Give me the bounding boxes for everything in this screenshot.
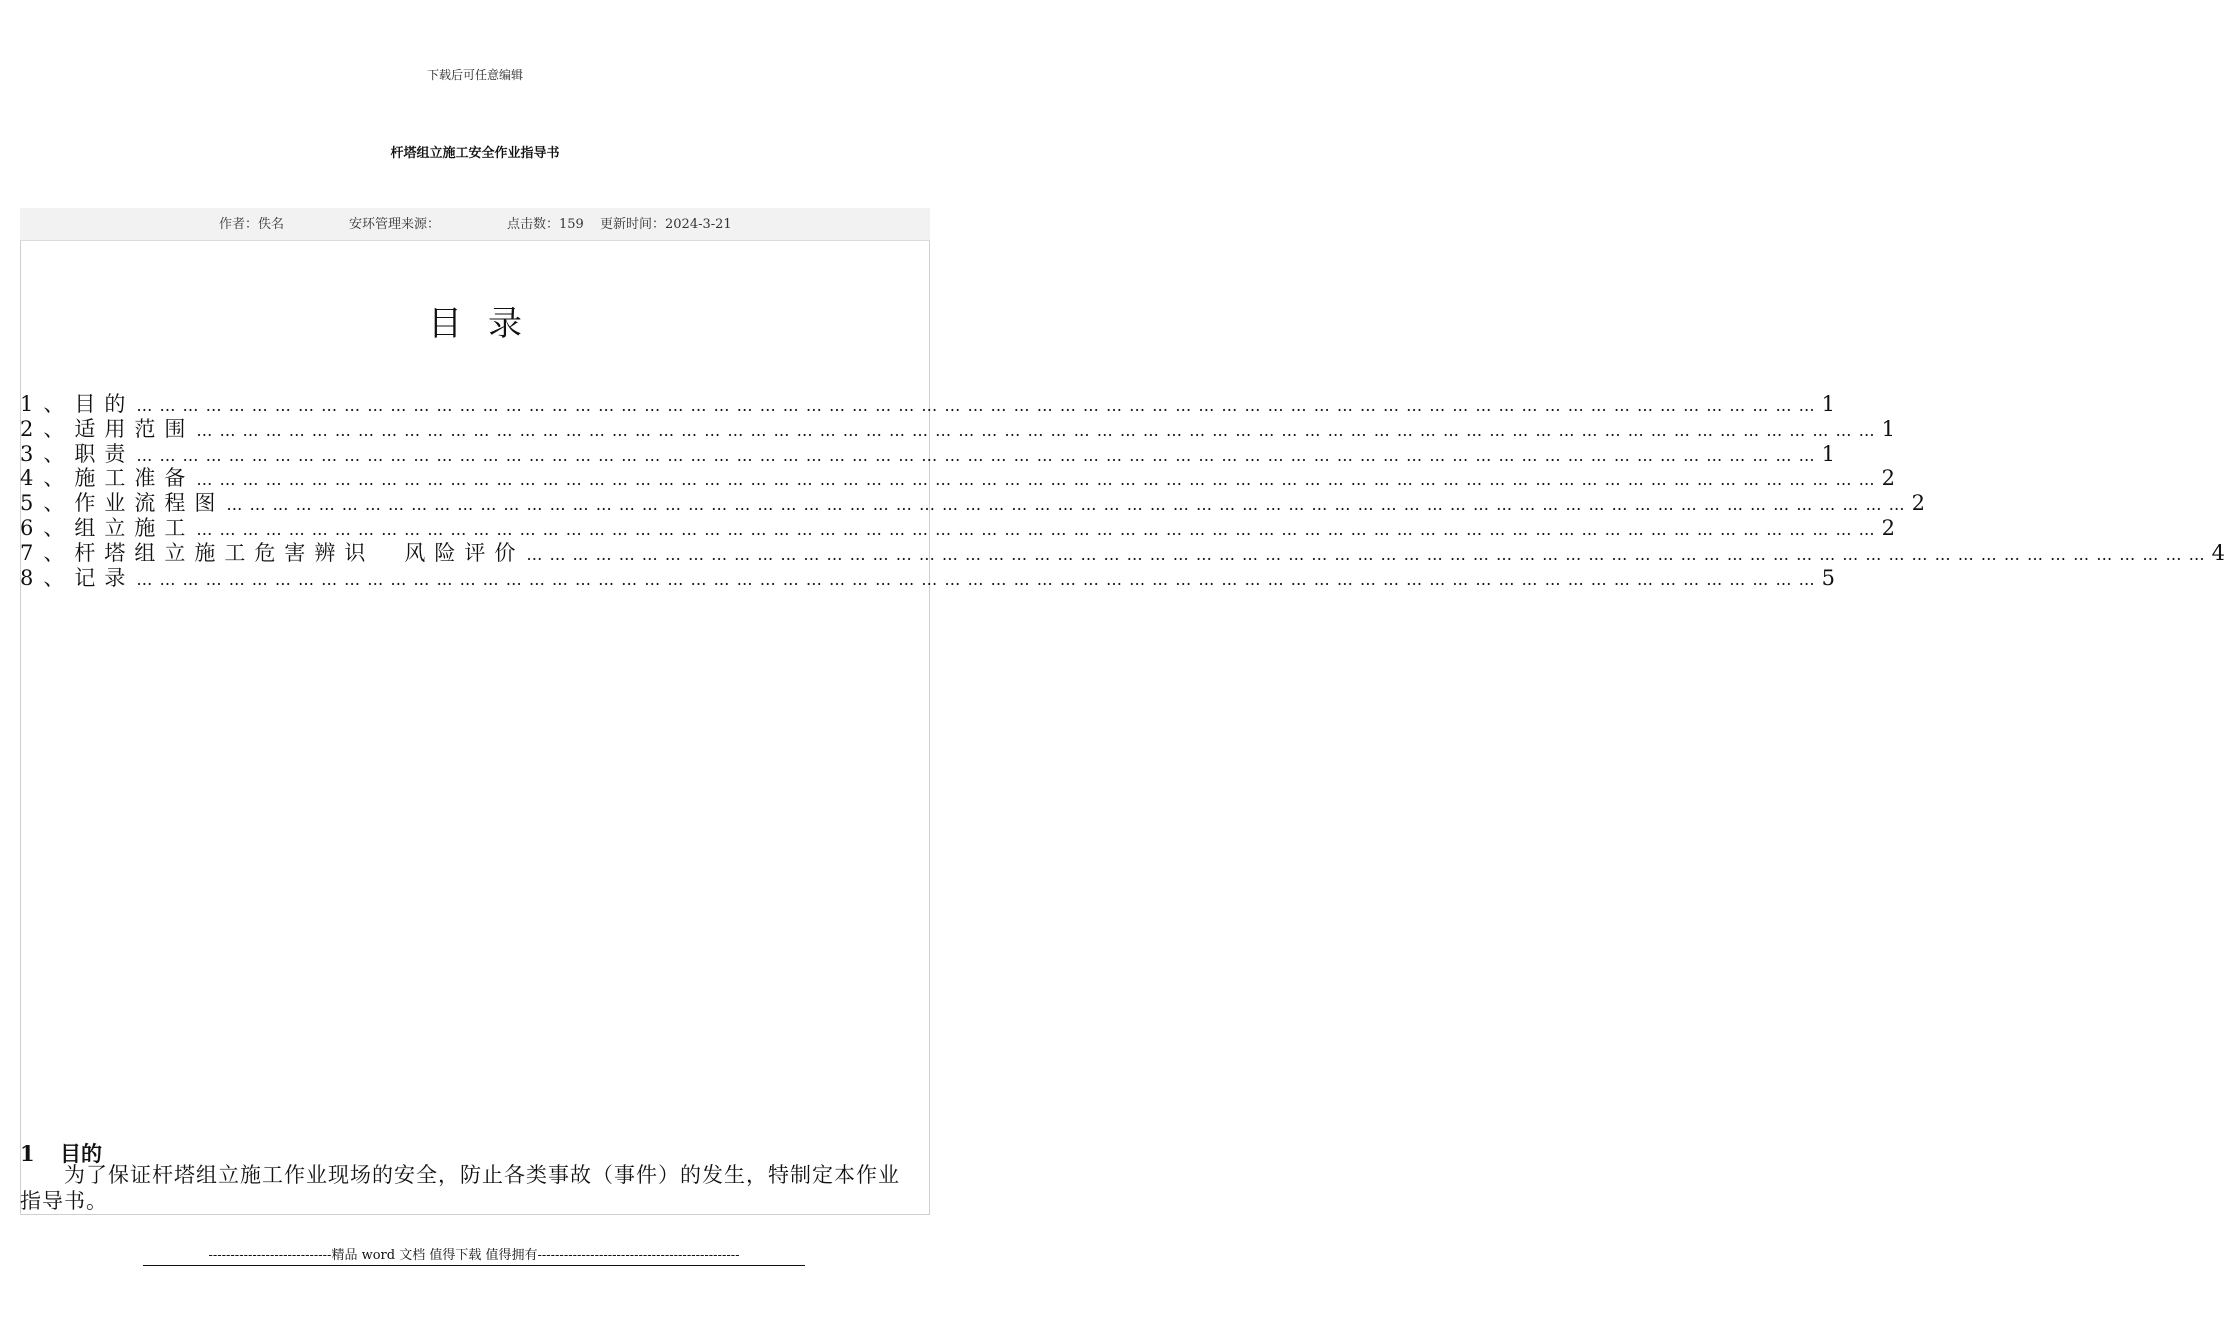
toc-leader-dots [196,468,1875,493]
toc-item-number: 3、 [20,441,75,466]
meta-author: 作者：佚名 [219,217,285,232]
toc-item[interactable] [20,565,1835,591]
toc-heading: 目录 [428,304,548,344]
section-title: 目的 [60,1141,102,1166]
toc-item[interactable] [20,416,1895,442]
table-of-contents [20,392,2225,590]
toc-item-label: 作业流程图 [74,491,225,516]
toc-item-label: 记录 [74,565,135,590]
toc-item-page: 1 [1821,441,1835,466]
download-note: 下载后可任意编辑 [426,68,523,82]
toc-leader-dots [196,518,1875,543]
toc-leader-dots [226,493,1905,518]
toc-item-label: 杆塔组立施工危害辨识 风险评价 [74,540,525,565]
toc-item[interactable] [20,515,1895,541]
footer-banner: ----------------------------精品 word 文档 值得下载 值得拥有---------------------------------------------- [143,1244,805,1266]
toc-item-page: 4 [2211,540,2225,565]
section-body: 为了保证杆塔组立施工作业现场的安全，防止各类事故（事件）的发生，特制定本作业指导书。 [20,1163,900,1213]
toc-item-label: 职责 [74,441,135,466]
meta-bar [20,208,930,240]
toc-leader-dots [136,568,1815,593]
toc-item[interactable] [20,540,2225,566]
meta-clicks: 点击数：159 [507,217,584,232]
toc-item-page: 1 [1881,416,1895,441]
toc-item-page: 2 [1911,491,1925,516]
section-number: 1 [20,1141,35,1166]
toc-leader-dots [526,543,2205,568]
toc-item-number: 1、 [20,392,75,416]
document-title: 杆塔组立施工安全作业指导书 [390,146,560,161]
toc-item-label: 适用范围 [74,416,195,441]
toc-item-number: 6、 [20,515,75,540]
toc-leader-dots [136,444,1815,469]
toc-item-label: 组立施工 [74,515,195,540]
toc-item-number: 8、 [20,565,75,590]
toc-item-label: 目的 [74,392,135,416]
toc-item-page: 2 [1881,466,1895,491]
toc-item[interactable] [20,466,1895,491]
toc-item-number: 7、 [20,540,75,565]
toc-leader-dots [136,394,1815,419]
toc-leader-dots [196,419,1875,444]
toc-item-page: 5 [1821,565,1835,590]
toc-item-number: 2、 [20,416,75,441]
content-frame [20,240,930,1215]
meta-updated: 更新时间：2024-3-21 [600,217,732,232]
toc-item[interactable] [20,392,1835,417]
toc-item-page: 2 [1881,515,1895,540]
toc-item-number: 5、 [20,491,75,516]
toc-item[interactable] [20,441,1835,467]
toc-item[interactable] [20,491,1925,516]
meta-source: 安环管理来源： [349,217,441,232]
toc-item-number: 4、 [20,466,75,491]
toc-item-label: 施工准备 [74,466,195,491]
toc-item-page: 1 [1821,392,1835,416]
